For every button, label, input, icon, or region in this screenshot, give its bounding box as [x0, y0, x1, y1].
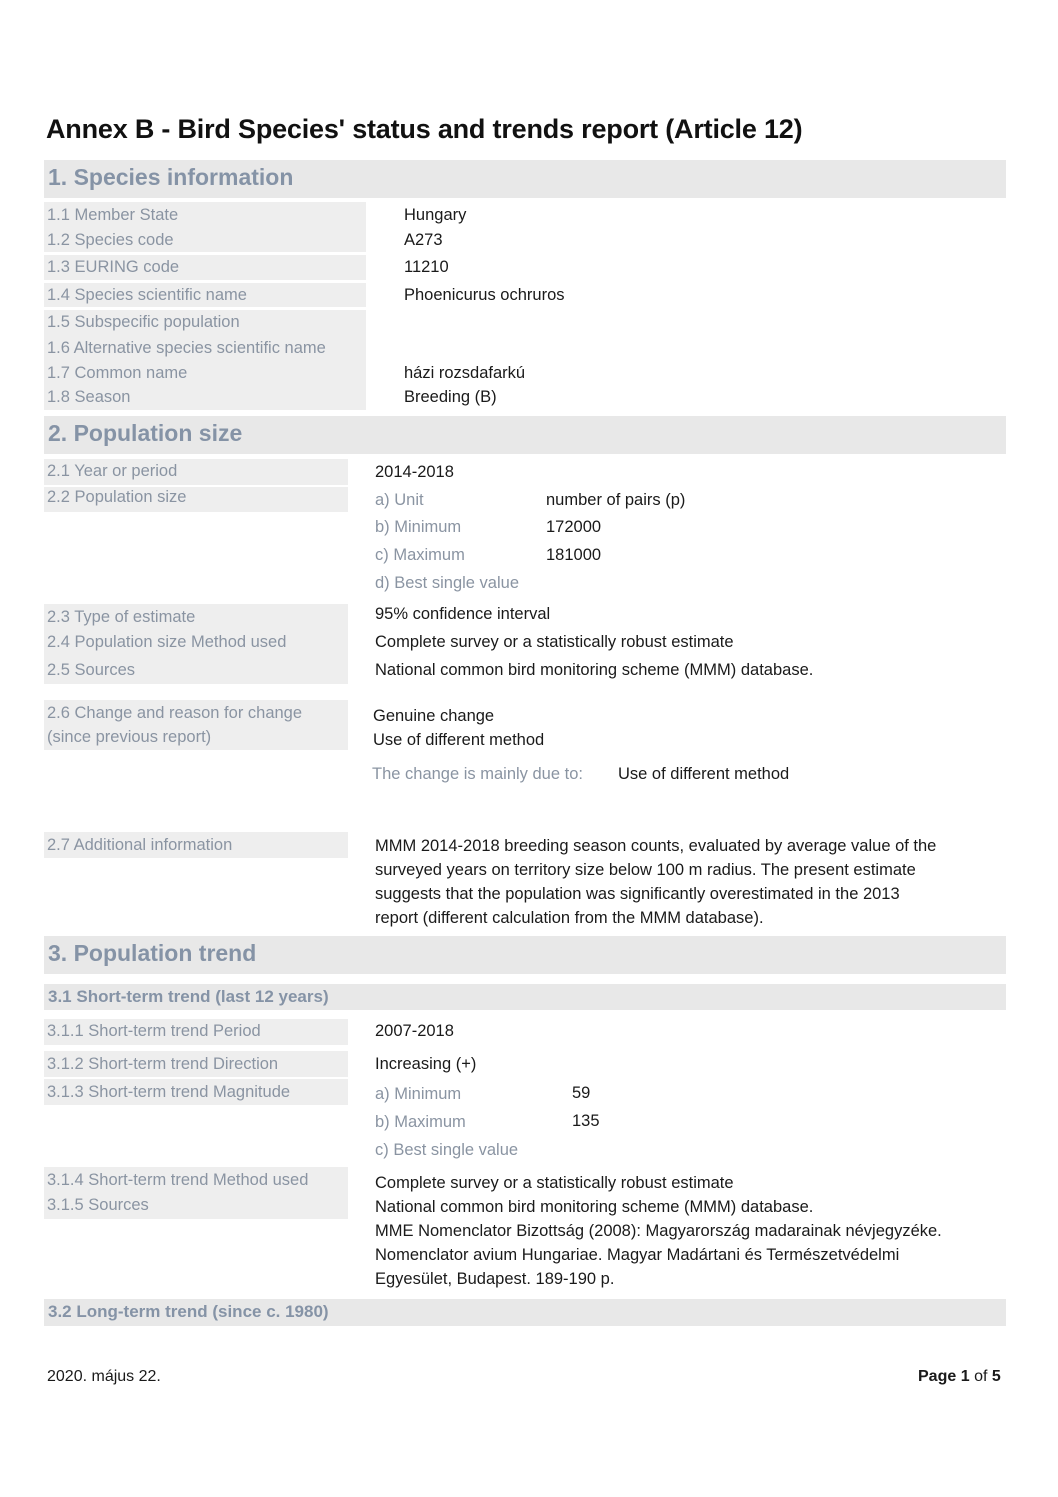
additional-info-line: report (different calculation from the MMM database).: [375, 909, 764, 927]
field-label-change-reason: 2.6 Change and reason for change: [47, 704, 303, 722]
field-label-sources: 2.5 Sources: [47, 661, 136, 679]
field-value-change-2: Use of different method: [373, 731, 545, 749]
field-label-population-size: 2.2 Population size: [47, 488, 187, 506]
section-title: 2. Population size: [48, 420, 243, 446]
field-label-euring-code: 1.3 EURING code: [47, 258, 180, 276]
trend-method-sources-line: Egyesület, Budapest. 189-190 p.: [375, 1270, 615, 1288]
field-label-species-code: 1.2 Species code: [47, 231, 174, 249]
field-value-season: Breeding (B): [404, 388, 497, 406]
sub-label-best-single-value: d) Best single value: [375, 574, 519, 592]
subsection-header-long-term-trend: [44, 1299, 1006, 1326]
field-label-method-used: 2.4 Population size Method used: [47, 633, 287, 651]
subsection-title: 3.2 Long-term trend (since c. 1980): [48, 1302, 329, 1321]
field-label-type-of-estimate: 2.3 Type of estimate: [47, 608, 196, 626]
page-of: of: [974, 1368, 988, 1385]
field-label-trend-period: 3.1.1 Short-term trend Period: [47, 1022, 261, 1040]
trend-method-sources-line: Nomenclator avium Hungariae. Magyar Madártani és Természetvédelmi: [375, 1246, 900, 1264]
field-value-euring-code: 11210: [404, 258, 449, 276]
field-label-alternative-name: 1.6 Alternative species scientific name: [47, 339, 326, 357]
sub-value-trend-maximum: 135: [572, 1112, 600, 1130]
sub-label-trend-maximum: b) Maximum: [375, 1113, 466, 1131]
section-header-species-information: [44, 160, 1006, 198]
sub-value-maximum: 181000: [546, 546, 602, 564]
additional-info-line: suggests that the population was significantly overestimated in the 2013: [375, 885, 900, 903]
additional-info-line: surveyed years on territory size below 100 m radius. The present estimate: [375, 861, 916, 879]
footer-page-number: [918, 1368, 1001, 1386]
footer-date: 2020. május 22.: [47, 1368, 161, 1385]
trend-method-sources-line: National common bird monitoring scheme (MMM) database.: [375, 1198, 814, 1216]
sub-label-minimum: b) Minimum: [375, 518, 462, 536]
field-label-common-name: 1.7 Common name: [47, 364, 188, 382]
section-header-population-size: [44, 416, 1006, 454]
page-title: Annex B - Bird Species' status and trends report (Article 12): [46, 114, 803, 144]
trend-method-sources-line: MME Nomenclator Bizottság (2008): Magyarország madarainak névjegyzéke.: [375, 1222, 942, 1240]
field-value-common-name: házi rozsdafarkú: [404, 364, 526, 382]
section-title: 3. Population trend: [48, 940, 257, 966]
field-label-year-period: 2.1 Year or period: [47, 462, 178, 480]
field-value-additional-info: [375, 834, 995, 930]
field-label-subspecific-population: 1.5 Subspecific population: [47, 313, 240, 331]
sub-label-trend-minimum: a) Minimum: [375, 1085, 462, 1103]
sub-value-trend-minimum: 59: [572, 1084, 591, 1102]
sub-value-change-mainly-due-to: Use of different method: [618, 765, 790, 783]
field-label-scientific-name: 1.4 Species scientific name: [47, 286, 247, 304]
sub-label-maximum: c) Maximum: [375, 546, 465, 564]
field-label-additional-info: 2.7 Additional information: [47, 836, 233, 854]
field-value-year-period: 2014-2018: [375, 463, 454, 481]
section-title: 1. Species information: [48, 164, 294, 190]
field-value-type-of-estimate: 95% confidence interval: [375, 605, 551, 623]
page-total: 5: [991, 1368, 1001, 1385]
additional-info-line: MMM 2014-2018 breeding season counts, evaluated by average value of the: [375, 837, 937, 855]
sub-label-change-mainly-due-to: The change is mainly due to:: [372, 765, 583, 783]
field-value-member-state: Hungary: [404, 206, 467, 224]
field-label-season: 1.8 Season: [47, 388, 131, 406]
field-value-change-1: Genuine change: [373, 707, 495, 725]
field-value-trend-direction: Increasing (+): [375, 1055, 477, 1073]
field-value-trend-period: 2007-2018: [375, 1022, 454, 1040]
sub-label-trend-best-single-value: c) Best single value: [375, 1141, 519, 1159]
field-value-species-code: A273: [404, 231, 443, 249]
field-value-sources: National common bird monitoring scheme (MMM) database.: [375, 661, 814, 679]
field-label-trend-sources: 3.1.5 Sources: [47, 1196, 149, 1214]
section-header-population-trend: [44, 936, 1006, 974]
subsection-header-short-term-trend: [44, 984, 1006, 1010]
sub-label-unit: a) Unit: [375, 491, 424, 509]
subsection-title: 3.1 Short-term trend (last 12 years): [48, 987, 329, 1006]
sub-value-unit: number of pairs (p): [546, 491, 686, 509]
field-value-method-used: Complete survey or a statistically robust estimate: [375, 633, 734, 651]
page-current: 1: [960, 1368, 970, 1385]
trend-method-sources-line: Complete survey or a statistically robust estimate: [375, 1174, 734, 1192]
field-value-scientific-name: Phoenicurus ochruros: [404, 286, 565, 304]
sub-value-minimum: 172000: [546, 518, 602, 536]
field-label-change-reason-since: (since previous report): [47, 728, 212, 746]
field-value-trend-method-sources: [375, 1171, 995, 1291]
field-label-trend-direction: 3.1.2 Short-term trend Direction: [47, 1055, 279, 1073]
field-label-trend-method: 3.1.4 Short-term trend Method used: [47, 1171, 309, 1189]
field-label-trend-magnitude: 3.1.3 Short-term trend Magnitude: [47, 1083, 291, 1101]
page-prefix: Page: [918, 1368, 957, 1385]
field-label-member-state: 1.1 Member State: [47, 206, 179, 224]
